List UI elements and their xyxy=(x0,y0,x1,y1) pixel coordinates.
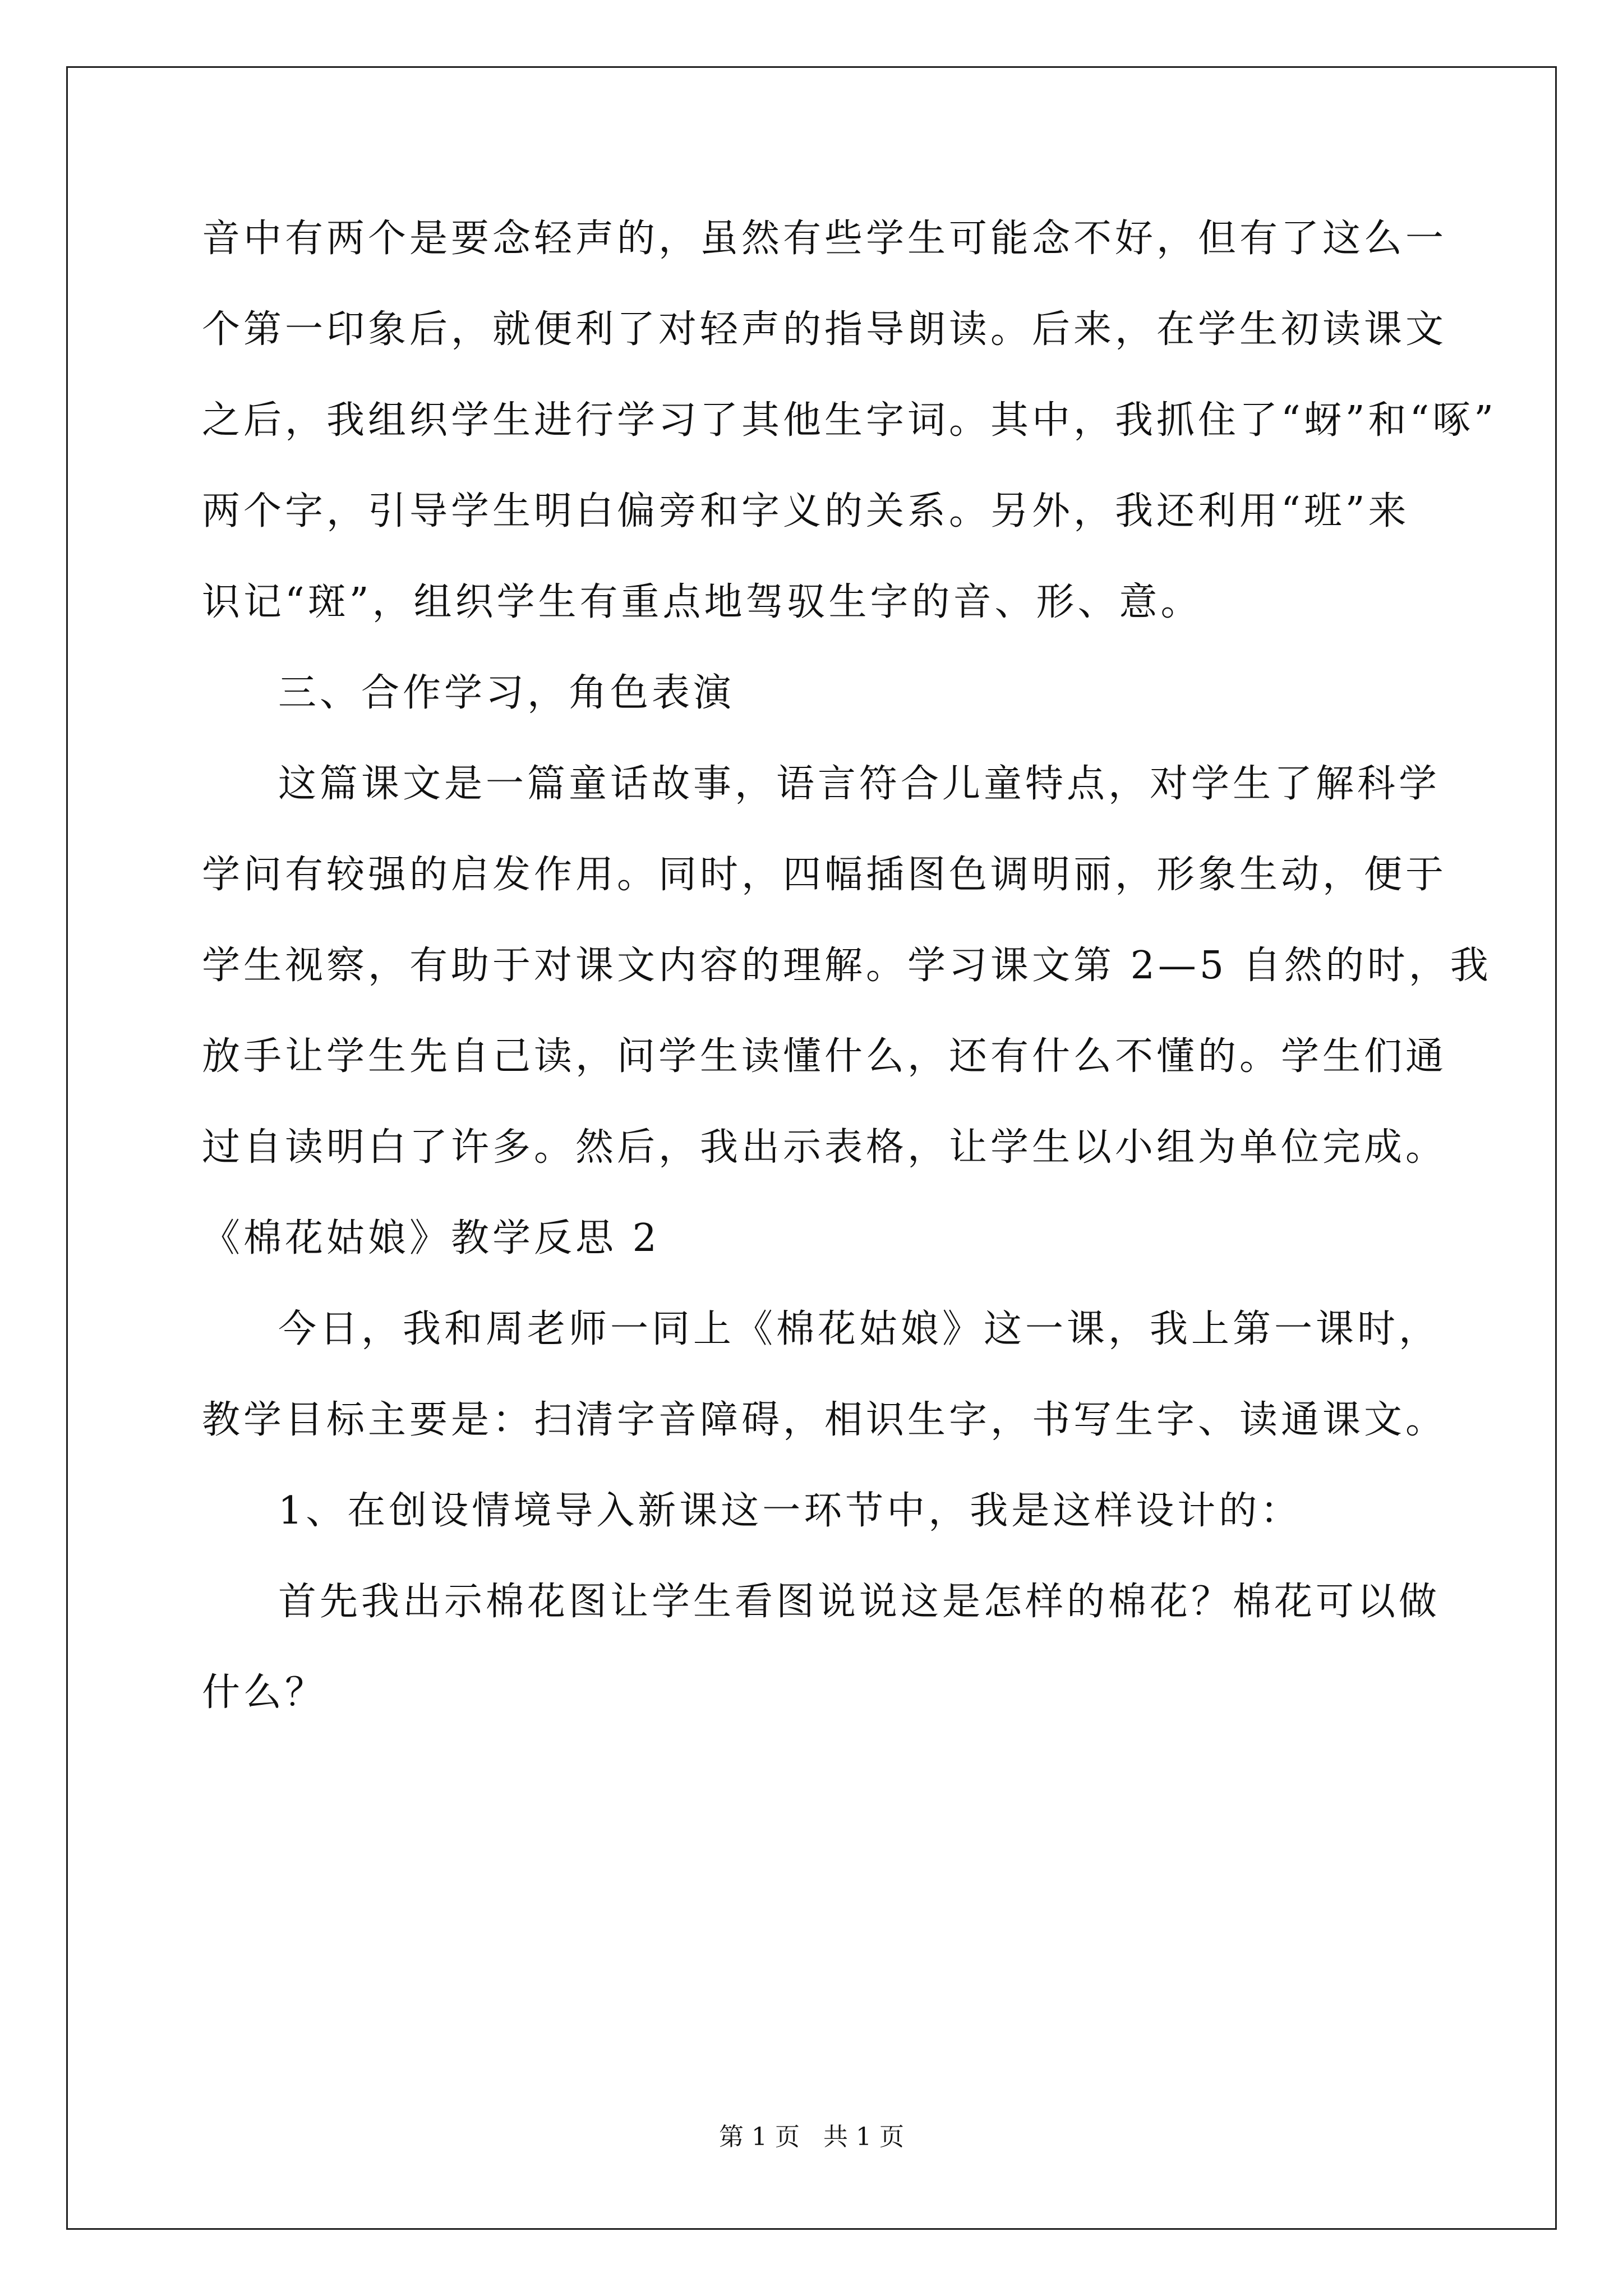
text-line: 教学目标主要是：扫清字音障碍，相识生字，书写生字、读通课文。 xyxy=(202,1398,1447,1442)
text-line: 这篇课文是一篇童话故事，语言符合儿童特点，对学生了解科学 xyxy=(278,762,1441,806)
text-line: 1、在创设情境导入新课这一环节中，我是这样设计的： xyxy=(278,1489,1302,1533)
article-title: 《棉花姑娘》教学反思 2 xyxy=(202,1216,660,1260)
text-line: 放手让学生先自己读，问学生读懂什么，还有什么不懂的。学生们通 xyxy=(202,1034,1447,1079)
text-line: 识记“斑”，组织学生有重点地驾驭生字的音、形、意。 xyxy=(202,580,1202,624)
text-line: 学生视察，有助于对课文内容的理解。学习课文第 2—5 自然的时，我 xyxy=(202,944,1492,988)
text-line: 两个字，引导学生明白偏旁和字义的关系。另外，我还利用“班”来 xyxy=(202,489,1410,533)
section-heading: 三、合作学习，角色表演 xyxy=(278,671,735,715)
text-line: 之后，我组织学生进行学习了其他生字词。其中，我抓住了“蚜”和“啄” xyxy=(202,398,1497,443)
text-line: 今日，我和周老师一同上《棉花姑娘》这一课，我上第一课时， xyxy=(278,1307,1441,1351)
text-line: 首先我出示棉花图让学生看图说说这是怎样的棉花？棉花可以做 xyxy=(278,1580,1441,1624)
text-line: 过自读明白了许多。然后，我出示表格，让学生以小组为单位完成。 xyxy=(202,1125,1447,1170)
page-footer: 第 1 页 共 1 页 xyxy=(719,2123,904,2151)
text-line: 什么？ xyxy=(202,1671,327,1715)
document-body xyxy=(202,211,1497,1756)
text-line: 音中有两个是要念轻声的，虽然有些学生可能念不好，但有了这么一 xyxy=(202,217,1447,261)
text-line: 学问有较强的启发作用。同时，四幅插图色调明丽，形象生动，便于 xyxy=(202,853,1447,897)
text-line: 个第一印象后，就便利了对轻声的指导朗读。后来，在学生初读课文 xyxy=(202,307,1447,352)
